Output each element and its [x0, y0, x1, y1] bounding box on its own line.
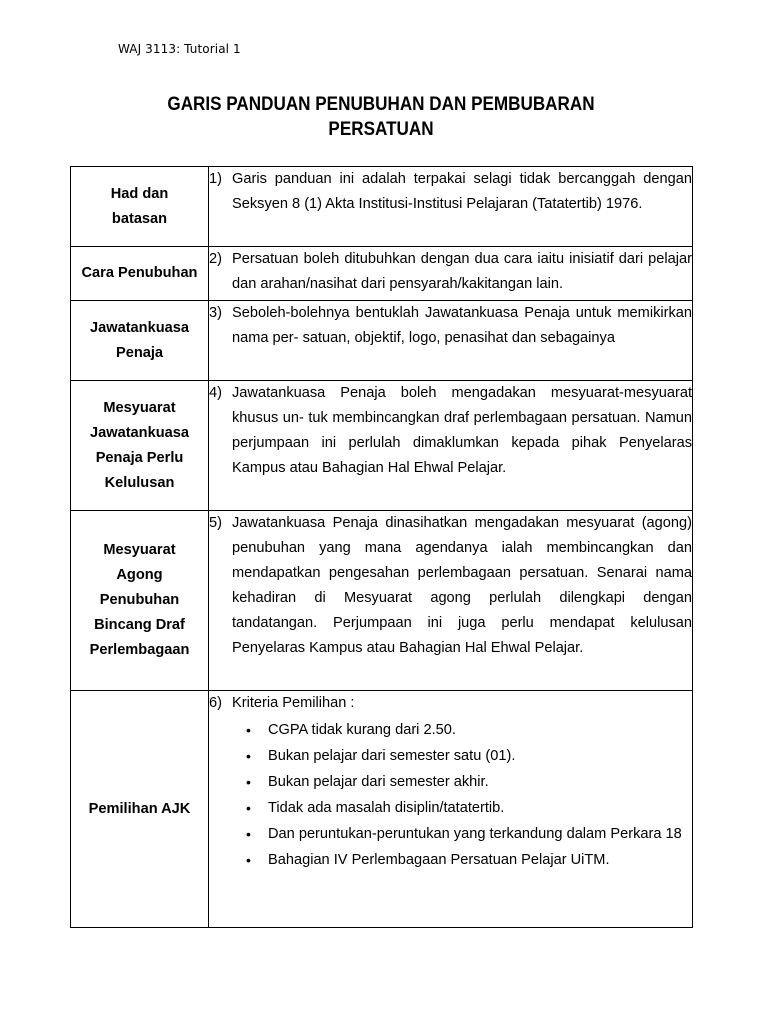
row-label	[71, 247, 209, 301]
guideline-item	[209, 301, 692, 351]
row-label-text: Mesyuarat Agong Penubuhan Bincang Draf Perlembagaan	[89, 542, 190, 658]
bullet-icon: •	[246, 774, 251, 790]
row-label	[71, 511, 209, 691]
row-content	[209, 381, 693, 511]
item-text: Jawatankuasa Penaja boleh mengadakan mesyuarat-mesyuarat khusus un- tuk membincangkan draf perlembagaan persatuan. Namun perjumpaan ini perlulah dimaklumkan kepada pihak Penyelaras Kampus atau Bahagian Hal Ehwal Pelajar.	[232, 385, 692, 476]
item-number: 3)	[209, 305, 222, 321]
item-number: 5)	[209, 515, 222, 531]
cell-spacer	[209, 874, 692, 902]
item-text: Jawatankuasa Penaja dinasihatkan mengadakan mesyuarat (agong) penubuhan yang mana agendanya ialah membincangkan dan mendapatkan pengesahan perlembagaan persatuan. Senarai nama kehadiran di Mesyuarat agong perlulah dilengkapi dengan tandatangan. Perjumpaan ini juga perlu mendapat kelulusan Penyelaras Kampus atau Bahagian Hal Ehwal Pelajar.	[232, 515, 692, 656]
row-label-text: Cara Penubuhan	[81, 265, 198, 281]
criteria-text: Tidak ada masalah disiplin/tatatertib.	[268, 800, 505, 816]
table-row	[71, 247, 693, 301]
title-line-1: GARIS PANDUAN PENUBUHAN DAN PEMBUBARAN	[167, 94, 595, 115]
table-row	[71, 691, 693, 928]
criteria-text: Bukan pelajar dari semester satu (01).	[268, 748, 516, 764]
table-row	[71, 511, 693, 691]
row-label	[71, 301, 209, 381]
title-line-2: PERSATUAN	[328, 119, 434, 140]
criteria-text: Bahagian IV Perlembagaan Persatuan Pelajar UiTM.	[268, 852, 610, 868]
bullet-icon: •	[246, 800, 251, 816]
criteria-item	[246, 770, 692, 795]
item-text: Persatuan boleh ditubuhkan dengan dua cara iaitu inisiatif dari pelajar dan arahan/nasihat dari pensyarah/kakitangan lain.	[232, 251, 692, 292]
criteria-text: Bukan pelajar dari semester akhir.	[268, 774, 489, 790]
criteria-text: CGPA tidak kurang dari 2.50.	[268, 722, 456, 738]
bullet-icon: •	[246, 748, 251, 764]
page-header: WAJ 3113: Tutorial 1	[118, 42, 241, 56]
bullet-icon: •	[246, 826, 251, 842]
criteria-item	[246, 718, 692, 743]
row-label-text: Jawatankuasa Penaja	[90, 319, 189, 361]
item-number: 2)	[209, 251, 222, 267]
row-label-text: Mesyuarat Jawatankuasa Penaja Perlu Kelulusan	[90, 399, 189, 491]
table-row	[71, 167, 693, 247]
guideline-item	[209, 511, 692, 661]
item-text: Kriteria Pemilihan :	[232, 695, 355, 711]
criteria-text: Dan peruntukan-peruntukan yang terkandung dalam Perkara 18	[268, 826, 682, 842]
bullet-icon: •	[246, 852, 251, 868]
guideline-table	[70, 166, 693, 928]
bullet-icon: •	[246, 722, 251, 738]
item-text: Garis panduan ini adalah terpakai selagi tidak bercanggah dengan Seksyen 8 (1) Akta Institusi-Institusi Pelajaran (Tatatertib) 1976.	[232, 171, 692, 212]
guideline-item	[209, 691, 692, 716]
item-number: 1)	[209, 171, 222, 187]
criteria-item	[246, 796, 692, 821]
document-title	[101, 92, 661, 142]
item-number: 4)	[209, 385, 222, 401]
row-label	[71, 167, 209, 247]
guideline-item	[209, 167, 692, 217]
row-content	[209, 301, 693, 381]
criteria-item	[246, 822, 692, 847]
row-label-text: Had dan batasan	[110, 185, 169, 227]
row-content	[209, 511, 693, 691]
guideline-item	[209, 247, 692, 297]
criteria-item	[246, 744, 692, 769]
row-content	[209, 167, 693, 247]
criteria-item	[246, 848, 692, 873]
row-label	[71, 691, 209, 928]
item-number: 6)	[209, 695, 222, 711]
row-content	[209, 691, 693, 928]
guideline-item	[209, 381, 692, 481]
row-content	[209, 247, 693, 301]
criteria-list	[209, 718, 692, 873]
table-row	[71, 301, 693, 381]
row-label	[71, 381, 209, 511]
table-row	[71, 381, 693, 511]
item-text: Seboleh-bolehnya bentuklah Jawatankuasa Penaja untuk memikirkan nama per- satuan, objektif, logo, penasihat dan sebagainya	[232, 305, 692, 346]
row-label-text: Pemilihan AJK	[88, 800, 191, 817]
